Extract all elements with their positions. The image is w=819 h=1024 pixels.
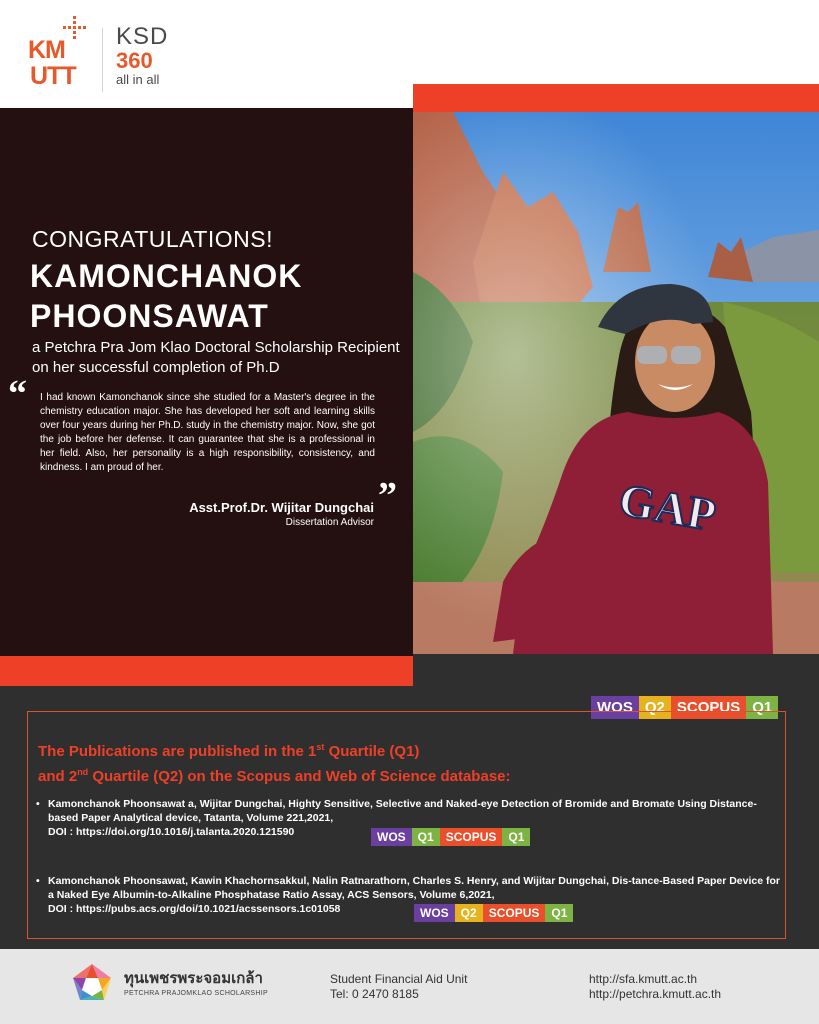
- kmutt-logo-bottom: UTT: [30, 62, 76, 90]
- badge-scopus: SCOPUS: [671, 696, 746, 719]
- badge-scopus: SCOPUS: [483, 904, 546, 922]
- badge-q1: Q1: [746, 696, 778, 719]
- advisor-quote: I had known Kamonchanok since she studied for a Master's degree in the chemistry education major. She has developed her soft and learning skills over four years during her Ph.D. study in the chemistry major. Now, she got the job before her defense. It can guarantee that she is a professional in her field. Also, her personality is a high responsibility, consistency, and kindness. I am proud of her.: [40, 392, 375, 473]
- title-part1: The Publications are published in the 1: [38, 743, 317, 760]
- accent-bar-bottom: [0, 656, 413, 686]
- publication-doi[interactable]: DOI : https://doi.org/10.1016/j.talanta.2020.121590: [48, 826, 295, 838]
- badge-wos: WOS: [414, 904, 455, 922]
- bullet: •: [36, 798, 40, 810]
- footer-url-petchra[interactable]: http://petchra.kmutt.ac.th: [589, 987, 722, 1001]
- badge-q2: Q2: [455, 904, 483, 922]
- quote-close-icon: ”: [378, 475, 397, 517]
- badge-q1: Q1: [502, 828, 530, 846]
- footer-url-sfa[interactable]: http://sfa.kmutt.ac.th: [589, 972, 698, 986]
- title-part3: and 2: [38, 768, 78, 785]
- kmutt-logo: [28, 16, 90, 92]
- ksd-line1: KSD: [116, 23, 169, 50]
- advisor-name: Asst.Prof.Dr. Wijitar Dungchai: [189, 500, 374, 515]
- scholarship-subtitle: a Petchra Pra Jom Klao Doctoral Scholarship Recipient on her successful completion of Ph.D: [32, 339, 400, 376]
- badge-wos: WOS: [371, 828, 412, 846]
- publication-doi[interactable]: DOI : https://pubs.acs.org/doi/10.1021/acssensors.1c01058: [48, 903, 341, 915]
- kmutt-logo-top: KM: [28, 36, 65, 64]
- congrats-heading: CONGRATULATIONS!: [32, 226, 273, 252]
- quote-open-icon: “: [8, 373, 27, 415]
- footer-links: [589, 972, 721, 1002]
- footer-unit: Student Financial Aid Unit: [330, 972, 468, 986]
- publications-title: [38, 737, 778, 787]
- hero-panel: [0, 108, 413, 656]
- footer-english-name: PETCHRA PRAJOMKLAO SCHOLARSHIP: [124, 990, 268, 997]
- title-sup1: st: [316, 742, 325, 752]
- footer-contact: [330, 972, 467, 1002]
- advisor-role: Dissertation Advisor: [285, 517, 374, 528]
- title-part2: Quartile (Q1): [324, 743, 420, 760]
- footer-tel: Tel: 0 2470 8185: [330, 987, 419, 1001]
- badge-q2: Q2: [639, 696, 671, 719]
- ksd-line2: 360: [116, 48, 153, 73]
- recipient-name: KAMONCHANOK PHOONSAWAT: [30, 258, 303, 334]
- graduate-photo: [413, 112, 819, 654]
- publication-item: [36, 874, 786, 916]
- shirt-gap-text: GAP: [615, 473, 720, 541]
- badge-q1: Q1: [545, 904, 573, 922]
- bullet: •: [36, 875, 40, 887]
- header-divider: [102, 28, 103, 92]
- badge-wos: WOS: [591, 696, 639, 719]
- publication-badges: [371, 828, 530, 846]
- badge-scopus: SCOPUS: [440, 828, 503, 846]
- kmutt-cross-icon: [62, 16, 88, 42]
- title-sup2: nd: [77, 767, 89, 777]
- publication-citation: Kamonchanok Phoonsawat, Kawin Khachornsakkul, Nalin Ratnarathorn, Charles S. Henry, and Wijitar Dungchai, Dis-tance-Based Paper Device for a Naked Eye Albumin-to-Alkaline Phosphatase Ratio Assay, ACS Sensors, Volume 6,2021,: [48, 875, 780, 901]
- footer-thai-name: ทุนเพชรพระจอมเกล้า: [124, 969, 263, 987]
- title-part4: Quartile (Q2) on the Scopus and Web of Science database:: [88, 768, 511, 785]
- ksd-tagline: all in all: [116, 72, 160, 87]
- badge-q1: Q1: [412, 828, 440, 846]
- petchra-logo-icon: [70, 962, 114, 1006]
- accent-bar-top: [413, 84, 819, 112]
- publication-citation: Kamonchanok Phoonsawat a, Wijitar Dungchai, Highty Sensitive, Selective and Naked-eye Detection of Bromide and Bromate Using Distance-based Paper Analytical device, Tatanta, Volume 221,2021,: [48, 798, 757, 824]
- publication-badges: [414, 904, 573, 922]
- ksd360-logo: [116, 24, 168, 88]
